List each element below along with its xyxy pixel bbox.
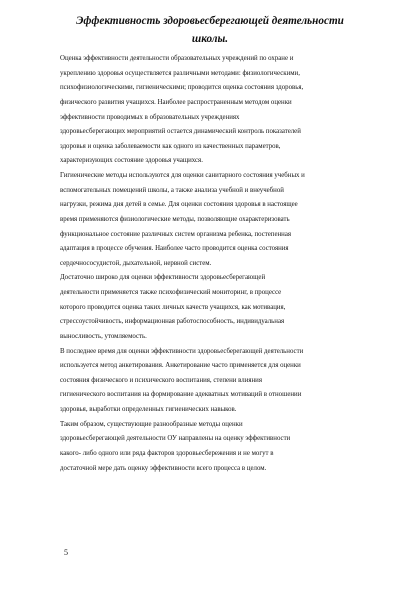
text-line: психофизиологическими, гигиеническими; проводится оценка состояния здоровья,: [60, 84, 304, 92]
paragraph: [60, 169, 378, 271]
text-line: адаптация в процессе обучения. Наиболее часто проводится оценка состояния: [60, 245, 289, 253]
title-line-2: школы.: [191, 33, 229, 45]
body-text: [60, 52, 378, 476]
paragraph: [60, 418, 378, 477]
text-line: здоровья и оценка заболеваемости как одного из качественных параметров,: [60, 142, 281, 150]
text-line: укреплению здоровья осуществляется различными методами: физиологическими,: [60, 69, 300, 77]
text-line: стрессоустойчивость, информационная работоспособность, индивидуальная: [60, 318, 285, 326]
text-line: используется метод анкетирования. Анкетирование часто применяется для оценки: [60, 362, 301, 370]
text-line: достаточной мере дать оценку эффективности всего процесса в целом.: [60, 464, 267, 472]
text-line: время применяются физиологические методы, позволяющие охарактеризовать: [60, 215, 290, 223]
text-line: здоровьесберегающих мероприятий остается динамический контроль показателей: [60, 128, 301, 136]
text-line: функциональное состояние различных систем организма ребенка, постепенная: [60, 230, 292, 238]
text-line: сердечнососудистой, дыхательной, нервной систем.: [60, 259, 212, 267]
text-line: Гигиенические методы используются для оценки санитарного состояния учебных и: [60, 172, 305, 179]
text-line: гигиенического воспитания на формирование адекватных мотиваций в отношении: [60, 391, 302, 399]
text-line: Достаточно широко для оценки эффективности здоровьесберегающей: [60, 274, 266, 282]
text-line: вспомогательных помещений школы, а также анализа учебной и внеучебной: [60, 186, 284, 194]
paragraph: [60, 345, 378, 418]
text-line: состояния физического и психического воспитания, степени влияния: [60, 376, 262, 384]
page-number: 5: [64, 548, 68, 557]
title-line-1: Эффективность здоровьесберегающей деятельности: [76, 15, 344, 27]
text-line: какого- либо одного или ряда факторов здоровьесбережения и не могут в: [60, 449, 274, 457]
text-line: физического развития учащихся. Наиболее распространенным методом оценки: [60, 98, 292, 106]
text-line: характеризующих состояние здоровья учащихся.: [60, 157, 203, 165]
text-line: здоровья, выработки определенных гигиенических навыков.: [60, 406, 237, 413]
text-line: деятельности применяется также психофизический мониторинг, в процессе: [60, 289, 282, 296]
text-line: которого проводится оценка таких личных качеств учащихся, как мотивация,: [60, 303, 286, 311]
text-line: Оценка эффективности деятельности образовательных учреждений по охране и: [60, 55, 294, 62]
page-title: [60, 12, 360, 48]
text-line: здоровьесберегающей деятельности ОУ направлены на оценку эффективности: [60, 435, 291, 443]
text-line: эффективности проводимых в образовательных учреждениях: [60, 113, 240, 121]
paragraph: [60, 52, 378, 169]
text-line: Таким образом, существующие разнообразные методы оценки: [60, 420, 243, 428]
text-line: нагрузки, режима дня детей в семье. Для оценки состояния здоровья в настоящее: [60, 201, 298, 209]
text-line: В последнее время для оценки эффективности здоровьесберегающей деятельности: [60, 347, 304, 355]
paragraph: [60, 271, 378, 344]
text-line: выносливость, утомляемость.: [60, 332, 147, 340]
